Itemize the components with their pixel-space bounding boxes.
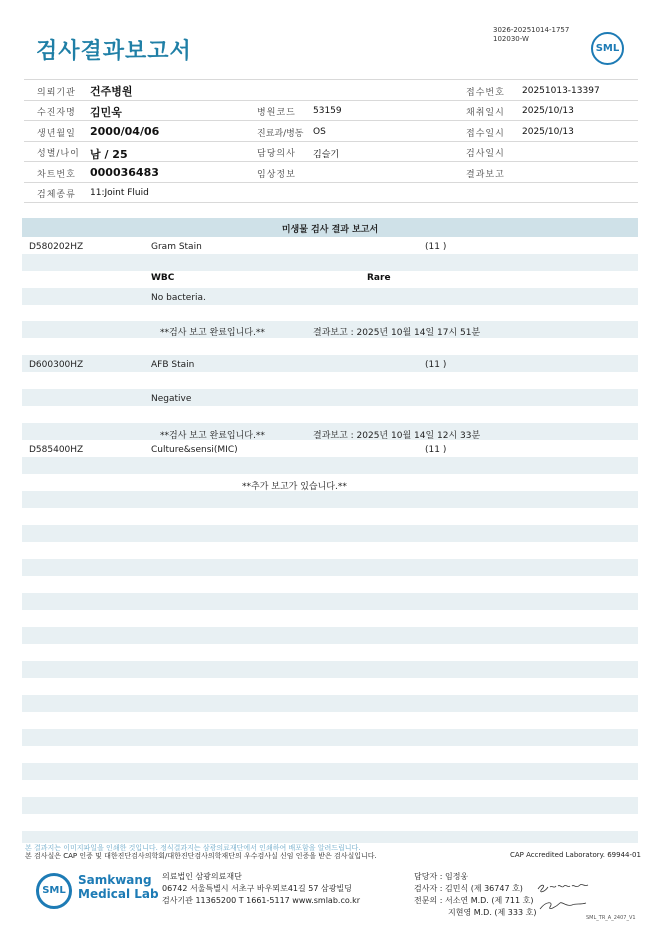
tested-label: 검사일시 bbox=[466, 149, 505, 159]
clinical-label: 임상정보 bbox=[257, 170, 296, 180]
test1-report-time: 결과보고 : 2025년 10월 14일 17시 51분 bbox=[313, 328, 481, 338]
hospital-code-label: 병원코드 bbox=[257, 108, 296, 118]
signature-image bbox=[536, 881, 592, 915]
page-title: 검사결과보고서 bbox=[36, 39, 192, 64]
signers-block bbox=[414, 871, 536, 919]
hospital-label: 의뢰기관 bbox=[37, 88, 76, 98]
test2-code: D600300HZ bbox=[29, 360, 84, 370]
lab-address: 06742 서울특별시 서초구 바우뫼로41길 57 삼광빌딩 bbox=[162, 884, 352, 893]
test1-name: Gram Stain bbox=[151, 242, 202, 252]
expert-1: 전문의 : 서소연 M.D. (제 711 호) bbox=[414, 896, 534, 905]
test1-result: No bacteria. bbox=[151, 293, 206, 303]
receipt-no-label: 접수번호 bbox=[466, 88, 505, 98]
collected-label: 채취일시 bbox=[466, 108, 505, 118]
receipt-no-value: 20251013-13397 bbox=[522, 86, 600, 96]
wbc-label: WBC bbox=[151, 273, 175, 283]
test2-report-time: 결과보고 : 2025년 10월 14일 12시 33분 bbox=[313, 431, 481, 441]
document-code bbox=[493, 26, 569, 44]
document-code-line-2: 102030-W bbox=[493, 35, 529, 43]
lab-contact: 검사기관 11365200 T 1661-5117 www.smlab.co.kr bbox=[162, 896, 361, 905]
chart-value: 000036483 bbox=[90, 166, 159, 179]
lab-name-line-2: Medical Lab bbox=[78, 887, 159, 901]
doctor-label: 담당의사 bbox=[257, 149, 296, 159]
notice-cap: 본 검사실은 CAP 인증 및 대한진단검사의학회/대한진단검사의학재단의 우수검사실 신임 인증을 받은 검사실입니다. bbox=[25, 852, 377, 860]
expert-2: 지현영 M.D. (제 333 호) bbox=[448, 908, 537, 917]
test3-note: **추가 보고가 있습니다.** bbox=[242, 482, 347, 492]
chart-label: 차트번호 bbox=[37, 170, 76, 180]
lab-name-line-1: Samkwang bbox=[78, 873, 152, 887]
doctor-value: 김슬기 bbox=[313, 150, 340, 160]
wbc-value: Rare bbox=[367, 273, 391, 283]
test2-done: **검사 보고 완료입니다.** bbox=[160, 431, 265, 441]
dept-value: OS bbox=[313, 127, 326, 137]
specimen-label: 검체종류 bbox=[37, 190, 76, 200]
section-title: 미생물 검사 결과 보고서 bbox=[281, 225, 379, 235]
hospital-value: 건주병원 bbox=[90, 85, 133, 98]
tester: 검사자 : 김민식 (제 36747 호) bbox=[414, 884, 523, 893]
test2-result: Negative bbox=[151, 394, 192, 404]
patient-label: 수진자명 bbox=[37, 108, 76, 118]
hospital-code-value: 53159 bbox=[313, 106, 342, 116]
test2-name: AFB Stain bbox=[151, 360, 195, 370]
lab-address-block bbox=[162, 871, 360, 907]
notice-image-copy: 본 결과지는 이미지파일을 인쇄한 것입니다. 정식결과지는 삼광의료재단에서 인쇄하여 배포함을 알려드립니다. bbox=[25, 844, 361, 852]
test1-done: **검사 보고 완료입니다.** bbox=[160, 328, 265, 338]
test1-code: D580202HZ bbox=[29, 242, 84, 252]
cap-accreditation: CAP Accredited Laboratory. 69944-01 bbox=[510, 851, 641, 859]
sex-age-label: 성별/나이 bbox=[37, 149, 80, 159]
received-value: 2025/10/13 bbox=[522, 127, 574, 137]
lab-org: 의료법인 삼광의료재단 bbox=[162, 872, 242, 881]
dept-label: 진료과/병동 bbox=[257, 129, 304, 139]
birth-label: 생년월일 bbox=[37, 129, 76, 139]
manager: 담당자 : 임정웅 bbox=[414, 872, 469, 881]
document-code-line-1: 3026-20251014-1757 bbox=[493, 26, 570, 34]
specimen-value: 11:Joint Fluid bbox=[90, 188, 149, 198]
test1-count: (11 ) bbox=[425, 242, 447, 252]
sml-logo: SML bbox=[591, 32, 624, 65]
result-report-label: 결과보고 bbox=[466, 170, 505, 180]
birth-value: 2000/04/06 bbox=[90, 125, 160, 138]
lab-name bbox=[78, 873, 159, 901]
test2-count: (11 ) bbox=[425, 360, 447, 370]
test3-count: (11 ) bbox=[425, 445, 447, 455]
form-code: SML_TR_A_2407_V1 bbox=[586, 915, 636, 921]
sex-age-value: 남 / 25 bbox=[90, 148, 128, 161]
collected-value: 2025/10/13 bbox=[522, 106, 574, 116]
lab-logo: SML bbox=[36, 873, 72, 909]
received-label: 접수일시 bbox=[466, 129, 505, 139]
test3-code: D585400HZ bbox=[29, 445, 84, 455]
patient-value: 김민욱 bbox=[90, 106, 122, 119]
test3-name: Culture&sensi(MIC) bbox=[151, 445, 238, 455]
